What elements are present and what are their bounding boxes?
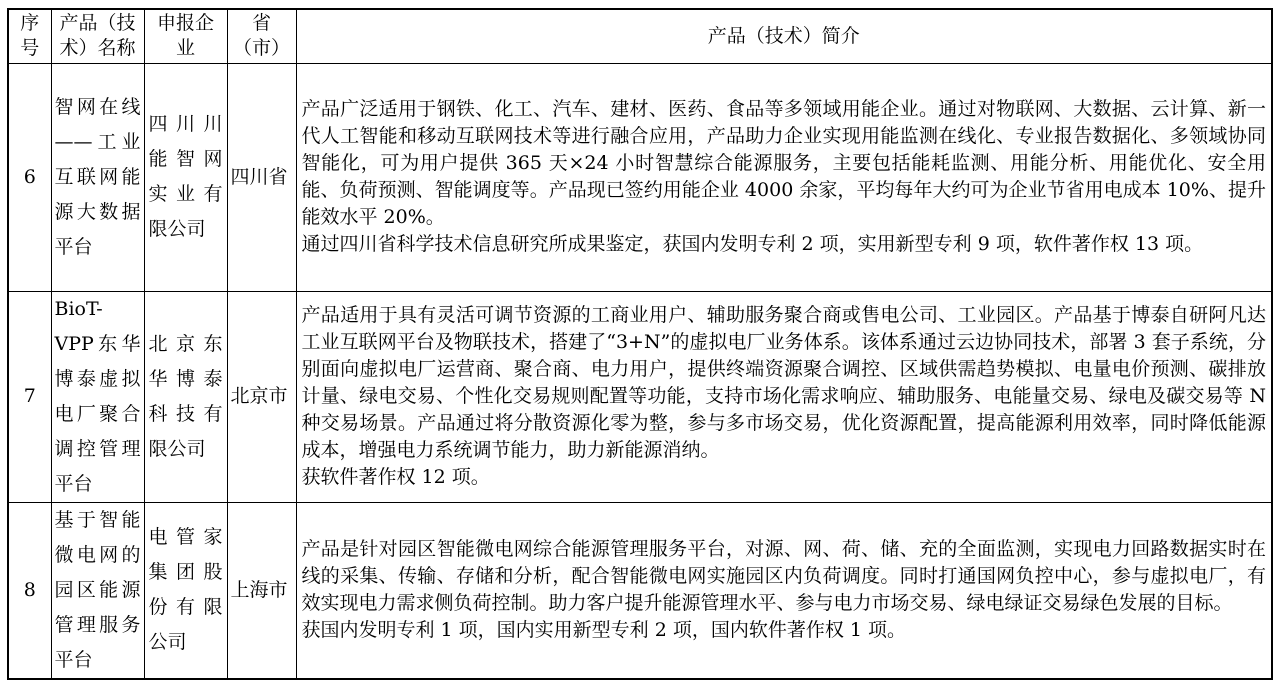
cell-province: 上海市 xyxy=(227,502,296,679)
cell-serial-number: 8 xyxy=(8,502,51,679)
cell-company: 电管家集团股份有限公司 xyxy=(144,502,227,679)
cell-province: 四川省 xyxy=(227,63,296,291)
cell-intro xyxy=(296,502,1272,679)
cell-product-name: 基于智能微电网的园区能源管理服务平台 xyxy=(51,502,144,679)
cell-product-name: 智网在线——工业互联网能源大数据平台 xyxy=(51,63,144,291)
col-header-no: 序号 xyxy=(8,9,51,63)
table-row xyxy=(8,502,1272,679)
cell-company: 四川川能智网实业有限公司 xyxy=(144,63,227,291)
intro-paragraph: 通过四川省科学技术信息研究所成果鉴定，获国内发明专利 2 项，实用新型专利 9 项，软件著作权 13 项。 xyxy=(301,233,1204,255)
intro-paragraph: 产品广泛适用于钢铁、化工、汽车、建材、医药、食品等多领域用能企业。通过对物联网、大数据、云计算、新一代人工智能和移动互联网技术等进行融合应用，产品助力企业实现用能监测在线化、专业报告数据化、多领域协同智能化，可为用户提供 365 天×24 小时智慧综合能源服务，主要包括能耗监测、用能分析、用能优化、安全用能、负荷预测、智能调度等。产品现已签约用能企业 4000 余家，平均每年大约可为企业节省用电成本 10%、提升能效水平 20%。 xyxy=(301,98,1266,228)
table-row xyxy=(8,63,1272,291)
intro-paragraph: 获国内发明专利 1 项，国内实用新型专利 2 项，国内软件著作权 1 项。 xyxy=(301,619,907,641)
intro-paragraph: 产品是针对园区智能微电网综合能源管理服务平台，对源、网、荷、储、充的全面监测，实现电力回路数据实时在线的采集、传输、存储和分析，配合智能微电网实施园区内负荷调度。同时打通国网负控中心，参与虚拟电厂，有效实现电力需求侧负荷控制。助力客户提升能源管理水平、参与电力市场交易、绿电绿证交易绿色发展的目标。 xyxy=(301,538,1266,614)
table-row xyxy=(8,291,1272,502)
cell-intro xyxy=(296,63,1272,291)
col-header-product-name: 产品（技术）名称 xyxy=(51,9,144,63)
cell-serial-number: 7 xyxy=(8,291,51,502)
col-header-intro: 产品（技术）简介 xyxy=(296,9,1272,63)
cell-intro xyxy=(296,291,1272,502)
cell-product-name: BioT-VPP东华博泰虚拟电厂聚合调控管理平台 xyxy=(51,291,144,502)
header-row xyxy=(8,9,1272,63)
cell-company: 北京东华博泰科技有限公司 xyxy=(144,291,227,502)
cell-province: 北京市 xyxy=(227,291,296,502)
col-header-province: 省（市） xyxy=(227,9,296,63)
intro-paragraph: 产品适用于具有灵活可调节资源的工商业用户、辅助服务聚合商或售电公司、工业园区。产品基于博泰自研阿凡达工业互联网平台及物联技术，搭建了“3+N”的虚拟电厂业务体系。该体系通过云边协同技术，部署 3 套子系统，分别面向虚拟电厂运营商、聚合商、电力用户，提供终端资源聚合调控、区域供需趋势模拟、电量电价预测、碳排放计量、绿电交易、个性化交易规则配置等功能，支持市场化需求响应、辅助服务、电能量交易、绿电及碳交易等 N 种交易场景。产品通过将分散资源化零为整，参与多市场交易，优化资源配置，提高能源利用效率，同时降低能源成本，增强电力系统调节能力，助力新能源消纳。 xyxy=(301,304,1266,461)
products-table xyxy=(7,8,1273,680)
cell-serial-number: 6 xyxy=(8,63,51,291)
col-header-company: 申报企业 xyxy=(144,9,227,63)
intro-paragraph: 获软件著作权 12 项。 xyxy=(301,466,490,488)
